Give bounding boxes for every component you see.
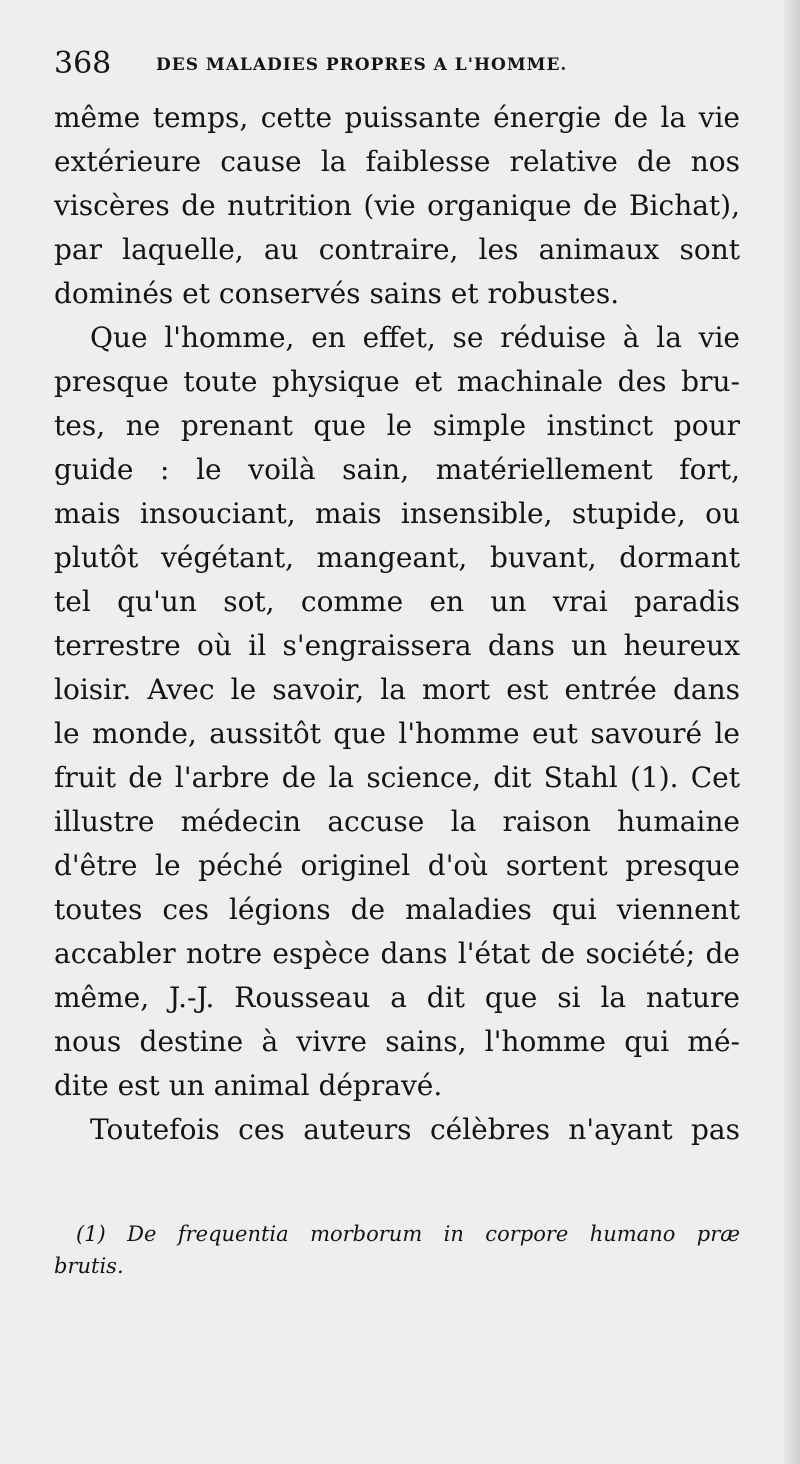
text-line: nous destine à vivre sains, l'homme qui mé-	[54, 1025, 740, 1058]
text-line: d'être le péché originel d'où sortent presque	[54, 849, 740, 882]
page-header	[54, 44, 744, 84]
text-line: dite est un animal dépravé.	[54, 1069, 443, 1102]
text-line: illustre médecin accuse la raison humaine	[54, 805, 740, 838]
text-line: accabler notre espèce dans l'état de société; de	[54, 937, 740, 970]
text-line: mais insouciant, mais insensible, stupide, ou	[54, 497, 740, 530]
text-line: même temps, cette puissante énergie de la vie	[54, 101, 740, 134]
text-line: fruit de l'arbre de la science, dit Stahl (1). Cet	[54, 761, 740, 794]
text-line: toutes ces légions de maladies qui viennent	[54, 893, 740, 926]
text-line: tes, ne prenant que le simple instinct pour	[54, 409, 740, 442]
text-line: plutôt végétant, mangeant, buvant, dormant	[54, 541, 740, 574]
text-line: tel qu'un sot, comme en un vrai paradis	[54, 585, 740, 618]
paragraph-start-line: Toutefois ces auteurs célèbres n'ayant pas	[90, 1113, 740, 1146]
text-line: terrestre où il s'engraissera dans un heureux	[54, 629, 740, 662]
text-line: presque toute physique et machinale des bru-	[54, 365, 740, 398]
page-number: 368	[54, 46, 112, 81]
text-line: dominés et conservés sains et robustes.	[54, 277, 620, 310]
text-line: même, J.-J. Rousseau a dit que si la nature	[54, 981, 740, 1014]
footnote	[54, 1218, 740, 1282]
text-line: le monde, aussitôt que l'homme eut savouré le	[54, 717, 740, 750]
running-title: DES MALADIES PROPRES A L'HOMME.	[156, 55, 568, 75]
page-edge-shadow	[784, 0, 800, 1464]
text-line: guide : le voilà sain, matériellement fort,	[54, 453, 740, 486]
paragraph-start-line: Que l'homme, en effet, se réduise à la vie	[90, 321, 740, 354]
footnote-line: (1) De frequentia morborum in corpore humano præ	[76, 1222, 740, 1246]
text-line: loisir. Avec le savoir, la mort est entrée dans	[54, 673, 740, 706]
text-line: extérieure cause la faiblesse relative de nos	[54, 145, 740, 178]
text-line: par laquelle, au contraire, les animaux sont	[54, 233, 740, 266]
text-line: viscères de nutrition (vie organique de Bichat),	[54, 189, 740, 222]
body-text	[54, 96, 740, 1152]
footnote-line: brutis.	[54, 1254, 124, 1278]
